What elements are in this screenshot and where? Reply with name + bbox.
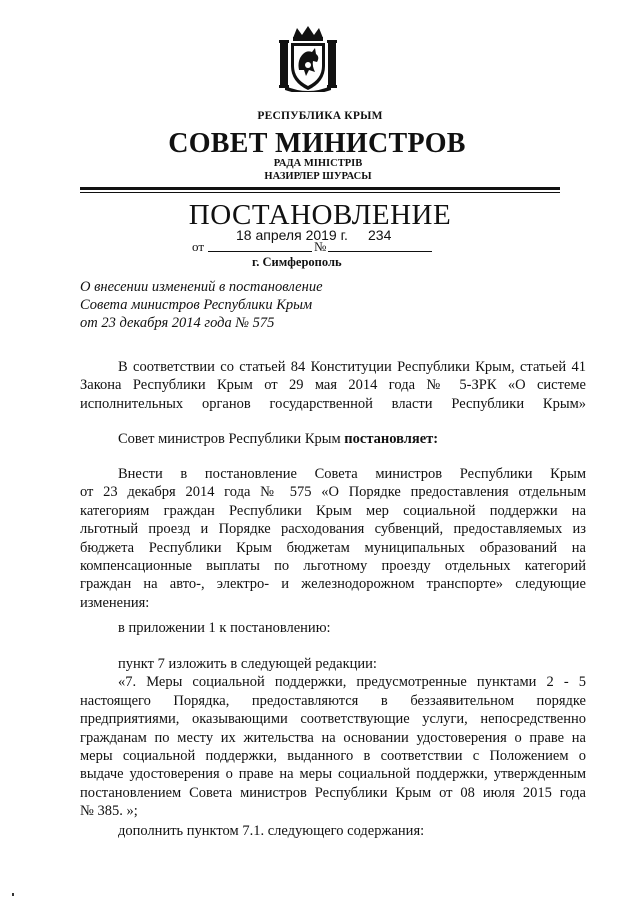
paragraph-line: гражданам по месту их жительства на основании удостоверения о праве на [80, 729, 586, 746]
paragraph-line: № 385. »; [80, 803, 138, 820]
paragraph-line: исполнительных органов государственной власти Республики Крым» [80, 395, 586, 412]
paragraph-resolves [80, 430, 586, 448]
city-name: г. Симферополь [252, 255, 342, 269]
subject-line: от 23 декабря 2014 года № 575 [80, 315, 275, 331]
date-number-row [192, 227, 432, 253]
resolves-keyword: постановляет: [344, 431, 439, 447]
subject-line: Совета министров Республики Крым [80, 297, 313, 313]
paragraph-line: Внести в постановление Совета министров Республики Крым [118, 466, 586, 482]
council-name: СОВЕТ МИНИСТРОВ [168, 128, 466, 159]
paragraph-line: В соответствии со статьей 84 Конституции Республики Крым, статьей 41 [118, 359, 586, 375]
paragraph-line: Закона Республики Крым от 29 мая 2014 года № 5-ЗРК «О системе [80, 377, 586, 394]
coat-of-arms-icon [279, 26, 337, 92]
from-label: от [192, 239, 205, 254]
paragraph-line: предприятиями, оказывающими соответствующие услуги, непосредственно [80, 711, 586, 728]
document-date: 18 апреля 2019 г. [236, 227, 348, 243]
council-name-crimean-tatar: НАЗИРЛЕР ШУРАСЫ [264, 171, 372, 182]
paragraph-line: пункт 7 изложить в следующей редакции: [118, 656, 377, 672]
number-underline [328, 251, 432, 252]
header-divider-thin [80, 192, 560, 193]
number-label: № [314, 239, 327, 254]
council-name-ukrainian: РАДА МІНІСТРІВ [273, 158, 363, 169]
paragraph-line: изменения: [80, 594, 150, 611]
paragraph-line: от 23 декабря 2014 года № 575 «О Порядке предоставления отдельным [80, 484, 586, 501]
paragraph-amendment [80, 465, 586, 612]
paragraph-line: выдаче удостоверения о праве на меры социальной поддержки, утвержденным [80, 766, 586, 783]
republic-name: РЕСПУБЛИКА КРЫМ [257, 110, 383, 122]
paragraph-clause-7 [80, 655, 586, 821]
paragraph-line: в приложении 1 к постановлению: [118, 620, 331, 636]
resolves-text: Совет министров Республики Крым [118, 431, 345, 447]
date-underline [208, 251, 312, 252]
scan-artifact [12, 893, 14, 896]
subject-line: О внесении изменений в постановление [80, 279, 323, 295]
paragraph-line: дополнить пунктом 7.1. следующего содержания: [118, 823, 425, 839]
document-type-title: ПОСТАНОВЛЕНИЕ [188, 199, 452, 231]
paragraph-clause-7-1 [80, 822, 586, 840]
paragraph-line: «7. Меры социальной поддержки, предусмотренные пунктами 2 - 5 [118, 674, 586, 691]
paragraph-legal-basis [80, 358, 586, 413]
document-subject [80, 278, 323, 332]
paragraph-appendix [80, 619, 586, 637]
paragraph-line: бюджета Республики Крым бюджетам муниципальных образований на [80, 539, 586, 556]
paragraph-line [80, 430, 586, 448]
paragraph-line: льготный проезд и Порядке расходования субвенций, предоставляемых из [80, 521, 586, 538]
paragraph-line: граждан на авто-, электро- и железнодорожном транспорте» следующие [80, 576, 586, 593]
document-number: 234 [368, 227, 392, 243]
paragraph-line: компенсационные выплаты по льготному проезду отдельных категорий [80, 558, 586, 575]
paragraph-line: меры социальной поддержки, выданного в соответствии с Положением о [80, 748, 586, 765]
paragraph-line: категориям граждан Республики Крым мер социальной поддержки на [80, 502, 586, 519]
paragraph-line: постановлением Совета министров Республики Крым от 08 июля 2015 года [80, 784, 586, 801]
header-divider-thick [80, 187, 560, 190]
paragraph-line: настоящего Порядка, предоставляются в беззаявительном порядке [80, 692, 586, 709]
